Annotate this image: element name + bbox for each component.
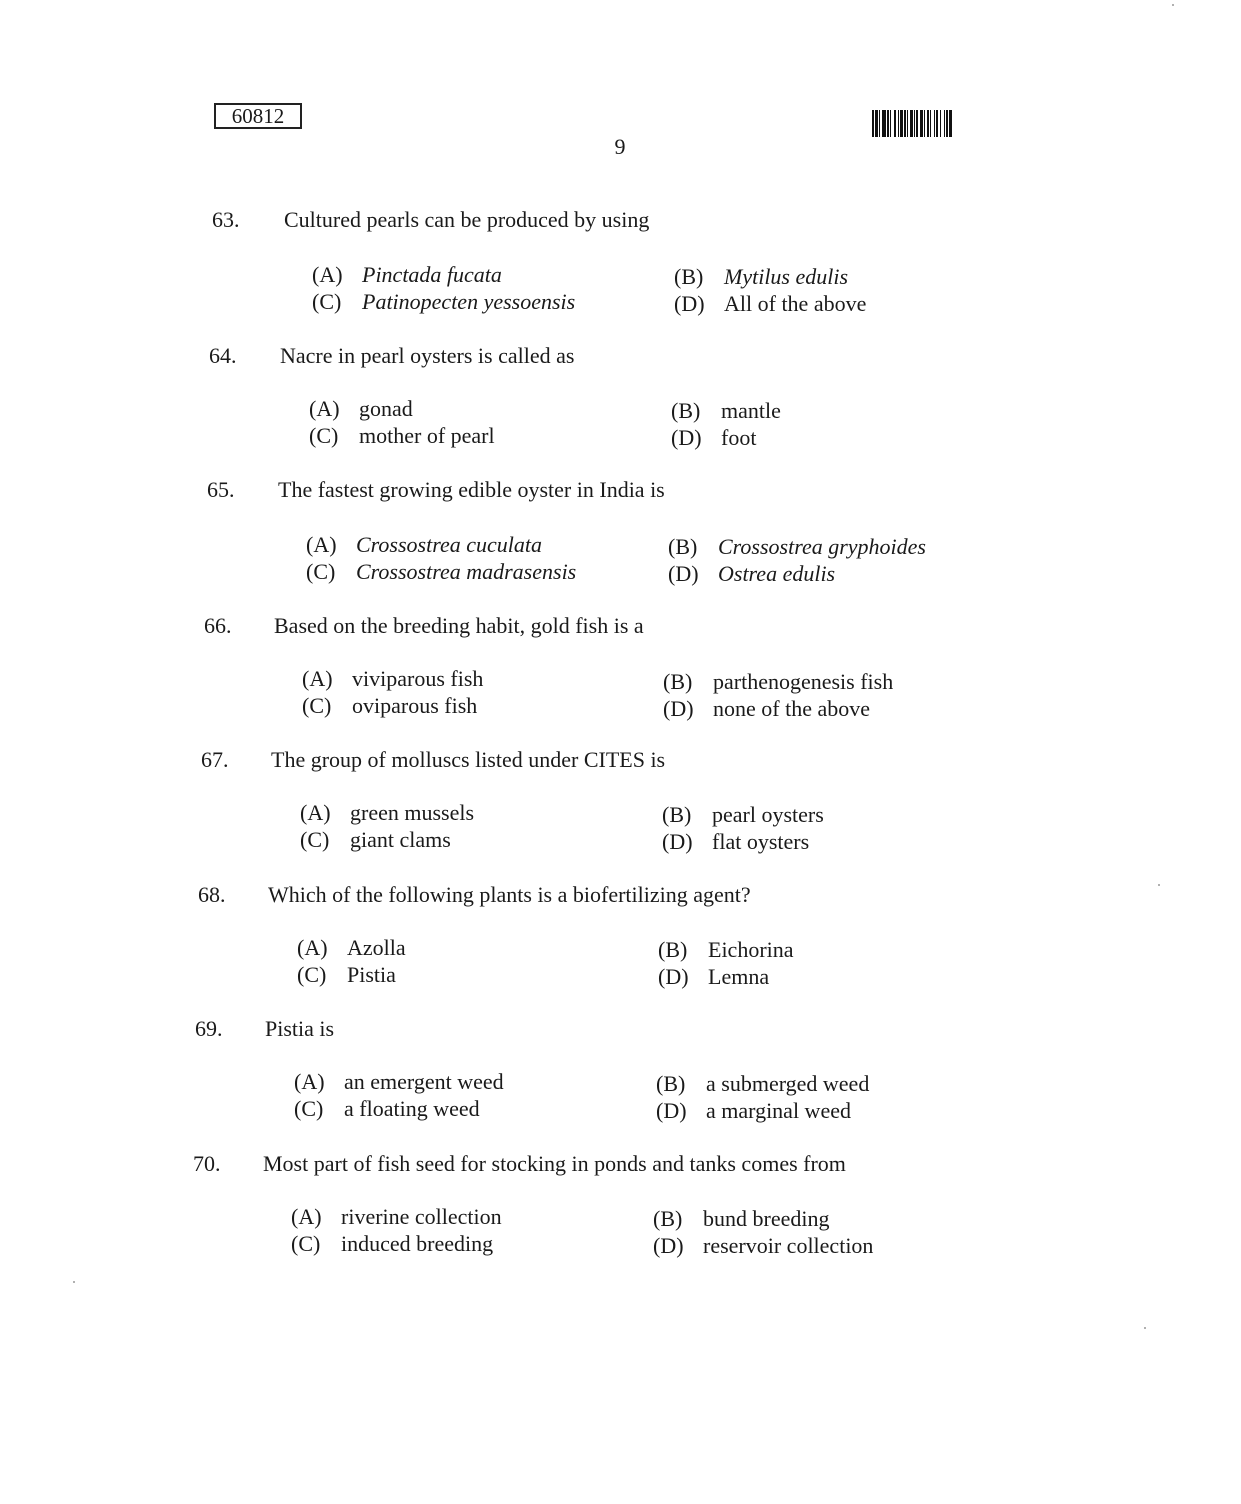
option-text: oviparous fish xyxy=(352,693,478,718)
option-label: (B) xyxy=(668,534,698,559)
option-text: Pinctada fucata xyxy=(362,262,502,287)
option-a xyxy=(294,1069,504,1095)
option-text: green mussels xyxy=(350,800,475,825)
option-label: (D) xyxy=(674,291,705,316)
option-label: (C) xyxy=(291,1231,321,1256)
option-b xyxy=(671,398,781,424)
option-text: reservoir collection xyxy=(703,1233,874,1258)
question-text: Most part of fish seed for stocking in ponds and tanks comes from xyxy=(263,1151,846,1176)
option-label: (A) xyxy=(300,800,331,825)
option-label: (C) xyxy=(294,1096,324,1121)
option-label: (C) xyxy=(306,559,336,584)
question-text: Based on the breeding habit, gold fish is a xyxy=(274,613,644,638)
option-d xyxy=(663,696,870,722)
question-text: The fastest growing edible oyster in India is xyxy=(278,477,665,502)
question-number: 65. xyxy=(207,477,235,502)
option-text: Azolla xyxy=(347,935,406,960)
option-a xyxy=(297,935,406,961)
option-text: giant clams xyxy=(350,827,451,852)
option-label: (C) xyxy=(302,693,332,718)
option-label: (D) xyxy=(662,829,693,854)
option-label: (A) xyxy=(309,396,340,421)
option-d xyxy=(658,964,769,990)
option-text: Crossostrea gryphoides xyxy=(718,534,926,559)
option-text: Patinopecten yessoensis xyxy=(362,289,576,314)
option-text: pearl oysters xyxy=(712,802,824,827)
option-a xyxy=(302,666,483,692)
option-b xyxy=(662,802,824,828)
paper-code-box: 60812 xyxy=(214,103,302,129)
option-text: a marginal weed xyxy=(706,1098,851,1123)
option-text: a floating weed xyxy=(344,1096,480,1121)
option-c xyxy=(312,289,575,315)
question-number: 64. xyxy=(209,343,237,368)
option-label: (A) xyxy=(291,1204,322,1229)
scan-speck xyxy=(1144,1327,1146,1329)
option-label: (B) xyxy=(653,1206,683,1231)
option-label: (A) xyxy=(294,1069,325,1094)
option-label: (C) xyxy=(309,423,339,448)
option-text: none of the above xyxy=(713,696,870,721)
option-c xyxy=(302,693,477,719)
option-label: (C) xyxy=(300,827,330,852)
question-text: The group of molluscs listed under CITES is xyxy=(271,747,666,772)
option-label: (B) xyxy=(671,398,701,423)
option-label: (B) xyxy=(656,1071,686,1096)
option-label: (C) xyxy=(312,289,342,314)
option-text: mother of pearl xyxy=(359,423,495,448)
option-d xyxy=(662,829,809,855)
option-label: (D) xyxy=(668,561,699,586)
option-text: gonad xyxy=(359,396,413,421)
option-text: Crossostrea cuculata xyxy=(356,532,542,557)
option-label: (B) xyxy=(658,937,688,962)
option-d xyxy=(668,561,835,587)
option-text: Ostrea edulis xyxy=(718,561,836,586)
scan-speck xyxy=(73,1281,75,1283)
option-text: foot xyxy=(721,425,757,450)
option-text: Eichorina xyxy=(708,937,794,962)
option-a xyxy=(300,800,474,826)
question-text: Which of the following plants is a biofertilizing agent? xyxy=(268,882,751,907)
option-c xyxy=(309,423,495,449)
option-text: viviparous fish xyxy=(352,666,484,691)
option-b xyxy=(674,264,848,290)
question-number: 70. xyxy=(193,1151,221,1176)
option-d xyxy=(653,1233,873,1259)
question-text: Cultured pearls can be produced by using xyxy=(284,207,650,232)
option-c xyxy=(291,1231,493,1257)
question-text: Nacre in pearl oysters is called as xyxy=(280,343,575,368)
option-text: flat oysters xyxy=(712,829,810,854)
question-number: 63. xyxy=(212,207,240,232)
option-label: (D) xyxy=(653,1233,684,1258)
option-text: a submerged weed xyxy=(706,1071,870,1096)
option-b xyxy=(653,1206,829,1232)
option-text: Mytilus edulis xyxy=(724,264,849,289)
option-label: (B) xyxy=(663,669,693,694)
option-text: riverine collection xyxy=(341,1204,502,1229)
option-text: induced breeding xyxy=(341,1231,494,1256)
option-c xyxy=(306,559,576,585)
option-label: (A) xyxy=(302,666,333,691)
option-b xyxy=(668,534,926,560)
option-label: (A) xyxy=(312,262,343,287)
option-label: (A) xyxy=(306,532,337,557)
option-b xyxy=(663,669,893,695)
option-label: (C) xyxy=(297,962,327,987)
option-label: (B) xyxy=(674,264,704,289)
scan-speck xyxy=(1172,4,1174,6)
option-c xyxy=(297,962,396,988)
question-text: Pistia is xyxy=(265,1016,335,1041)
question-number: 67. xyxy=(201,747,229,772)
scan-speck xyxy=(1158,884,1160,886)
question-number: 68. xyxy=(198,882,226,907)
question-number: 69. xyxy=(195,1016,223,1041)
option-c xyxy=(294,1096,480,1122)
option-a xyxy=(309,396,413,422)
option-d xyxy=(656,1098,851,1124)
option-b xyxy=(658,937,794,963)
option-text: an emergent weed xyxy=(344,1069,504,1094)
option-text: bund breeding xyxy=(703,1206,830,1231)
barcode-bar xyxy=(952,110,954,137)
option-a xyxy=(306,532,542,558)
option-label: (B) xyxy=(662,802,692,827)
option-label: (A) xyxy=(297,935,328,960)
option-d xyxy=(674,291,866,317)
barcode-graphic xyxy=(872,110,1028,137)
option-text: Pistia xyxy=(347,962,396,987)
option-label: (D) xyxy=(658,964,689,989)
option-a xyxy=(291,1204,502,1230)
option-label: (D) xyxy=(663,696,694,721)
option-d xyxy=(671,425,756,451)
option-text: Lemna xyxy=(708,964,770,989)
option-c xyxy=(300,827,451,853)
question-number: 66. xyxy=(204,613,232,638)
option-b xyxy=(656,1071,869,1097)
option-label: (D) xyxy=(671,425,702,450)
page-number: 9 xyxy=(614,134,626,159)
option-text: Crossostrea madrasensis xyxy=(356,559,577,584)
option-text: mantle xyxy=(721,398,781,423)
option-label: (D) xyxy=(656,1098,687,1123)
option-a xyxy=(312,262,502,288)
option-text: All of the above xyxy=(724,291,867,316)
option-text: parthenogenesis fish xyxy=(713,669,894,694)
